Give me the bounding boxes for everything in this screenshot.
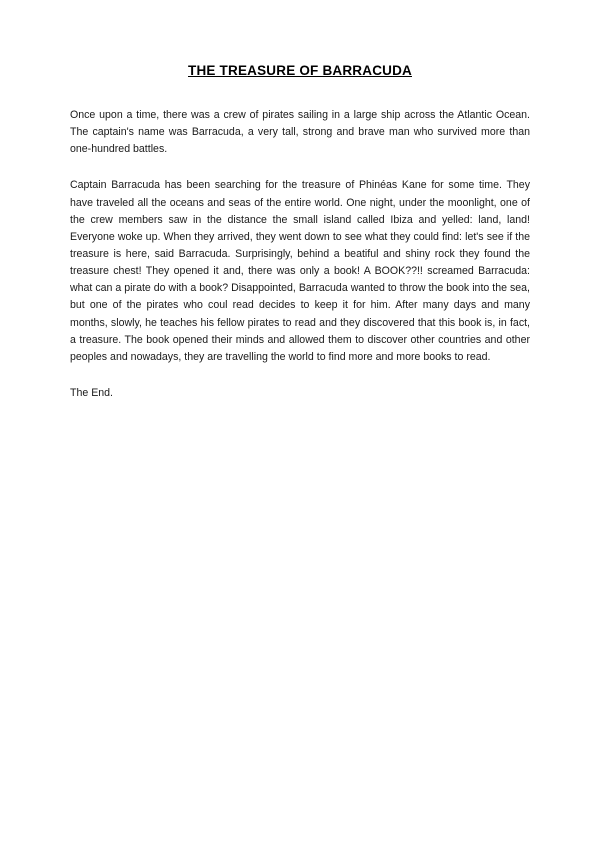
paragraph-body: Captain Barracuda has been searching for the treasure of Phinéas Kane for some time. They have traveled all the oceans and seas of the entire world. One night, under the moonlight, one of the crew members saw in the distance the small island called Ibiza and yelled: land, land! Everyone woke up. When they arrived, they went down to see what they could find: let's see if the treasure is here, said Barracuda. Surprisingly, behind a beatiful and shiny rock they found the treasure chest! They opened it and, there was only a book! A BOOK??!! screamed Barracuda: what can a pirate do with a book? Disappointed, Barracuda wanted to throw the book into the sea, but one of the pirates who coul read decides to keep it for him. After many days and many months, slowly, he teaches his fellow pirates to read and they discovered that this book is, in fact, a treasure. The book opened their minds and allowed them to discover other countries and other peoples and nowadays, they are travelling the world to find more and more books to read.	[70, 179, 530, 363]
paragraph-closing: The End.	[70, 387, 113, 400]
paragraph-intro: Once upon a time, there was a crew of pirates sailing in a large ship across the Atlantic Ocean. The captain's name was Barracuda, a very tall, strong and brave man who survived more than one-hundred battles.	[70, 108, 530, 156]
page-title: THE TREASURE OF BARRACUDA	[188, 63, 412, 78]
